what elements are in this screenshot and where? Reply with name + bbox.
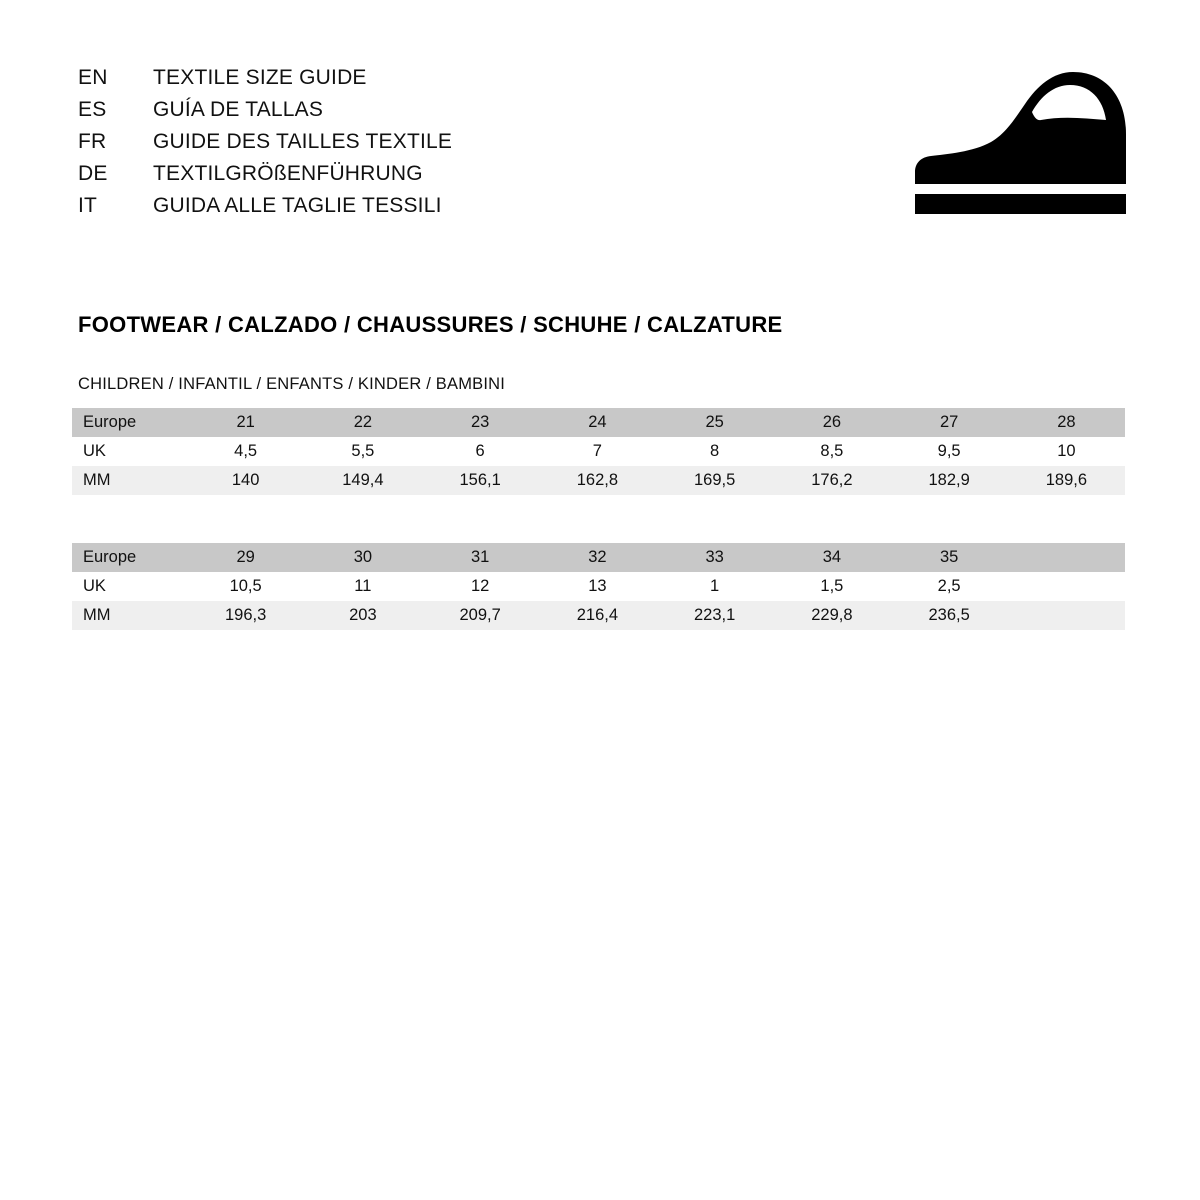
- language-code: DE: [78, 162, 108, 185]
- cell-empty: [1008, 543, 1125, 572]
- cell: 182,9: [891, 466, 1008, 495]
- cell: 13: [539, 572, 656, 601]
- cell: 176,2: [773, 466, 890, 495]
- cell: 5,5: [304, 437, 421, 466]
- cell: 209,7: [422, 601, 539, 630]
- language-code: EN: [78, 66, 108, 89]
- language-code: FR: [78, 130, 107, 153]
- cell: 7: [539, 437, 656, 466]
- cell: 236,5: [891, 601, 1008, 630]
- table-row: [72, 466, 1125, 495]
- row-label: UK: [72, 437, 187, 466]
- row-label: UK: [72, 572, 187, 601]
- language-title: TEXTILE SIZE GUIDE: [153, 66, 367, 89]
- cell: 26: [773, 408, 890, 437]
- language-title: GUIDE DES TAILLES TEXTILE: [153, 130, 453, 153]
- cell: 28: [1008, 408, 1125, 437]
- cell: 8: [656, 437, 773, 466]
- language-title: GUÍA DE TALLAS: [153, 98, 324, 121]
- language-row: [78, 158, 452, 190]
- cell: 2,5: [891, 572, 1008, 601]
- language-title: GUIDA ALLE TAGLIE TESSILI: [153, 194, 442, 217]
- cell: 12: [422, 572, 539, 601]
- language-code: ES: [78, 98, 107, 121]
- cell: 189,6: [1008, 466, 1125, 495]
- cell: 25: [656, 408, 773, 437]
- row-label: MM: [72, 466, 187, 495]
- language-row: [78, 62, 452, 94]
- cell: 149,4: [304, 466, 421, 495]
- cell: 21: [187, 408, 304, 437]
- language-title-list: [78, 62, 452, 222]
- cell: 32: [539, 543, 656, 572]
- subsection-title: CHILDREN / INFANTIL / ENFANTS / KINDER / BAMBINI: [78, 375, 506, 393]
- language-row: [78, 94, 452, 126]
- row-label: Europe: [72, 408, 187, 437]
- cell: 8,5: [773, 437, 890, 466]
- language-title: TEXTILGRÖßENFÜHRUNG: [153, 162, 423, 185]
- cell: 1: [656, 572, 773, 601]
- cell: 10: [1008, 437, 1125, 466]
- table-row: [72, 437, 1125, 466]
- cell: 33: [656, 543, 773, 572]
- cell: 162,8: [539, 466, 656, 495]
- cell: 169,5: [656, 466, 773, 495]
- cell: 31: [422, 543, 539, 572]
- cell: 29: [187, 543, 304, 572]
- cell: 24: [539, 408, 656, 437]
- table-row: [72, 601, 1125, 630]
- cell: 216,4: [539, 601, 656, 630]
- shoe-icon: [913, 68, 1128, 223]
- cell: 35: [891, 543, 1008, 572]
- cell: 34: [773, 543, 890, 572]
- cell-empty: [1008, 601, 1125, 630]
- cell: 223,1: [656, 601, 773, 630]
- language-code: IT: [78, 194, 98, 217]
- cell: 22: [304, 408, 421, 437]
- section-title: FOOTWEAR / CALZADO / CHAUSSURES / SCHUHE / CALZATURE: [78, 312, 783, 337]
- cell: 9,5: [891, 437, 1008, 466]
- size-table-children-2: [72, 543, 1125, 630]
- cell: 156,1: [422, 466, 539, 495]
- cell-empty: [1008, 572, 1125, 601]
- row-label: Europe: [72, 543, 187, 572]
- table-row: [72, 572, 1125, 601]
- language-row: [78, 190, 452, 222]
- cell: 23: [422, 408, 539, 437]
- cell: 140: [187, 466, 304, 495]
- language-row: [78, 126, 452, 158]
- row-label: MM: [72, 601, 187, 630]
- cell: 203: [304, 601, 421, 630]
- cell: 10,5: [187, 572, 304, 601]
- cell: 1,5: [773, 572, 890, 601]
- cell: 30: [304, 543, 421, 572]
- table-row: [72, 408, 1125, 437]
- cell: 6: [422, 437, 539, 466]
- cell: 27: [891, 408, 1008, 437]
- cell: 229,8: [773, 601, 890, 630]
- header: [78, 62, 1128, 223]
- cell: 4,5: [187, 437, 304, 466]
- size-table-children-1: [72, 408, 1125, 495]
- table-row: [72, 543, 1125, 572]
- cell: 196,3: [187, 601, 304, 630]
- cell: 11: [304, 572, 421, 601]
